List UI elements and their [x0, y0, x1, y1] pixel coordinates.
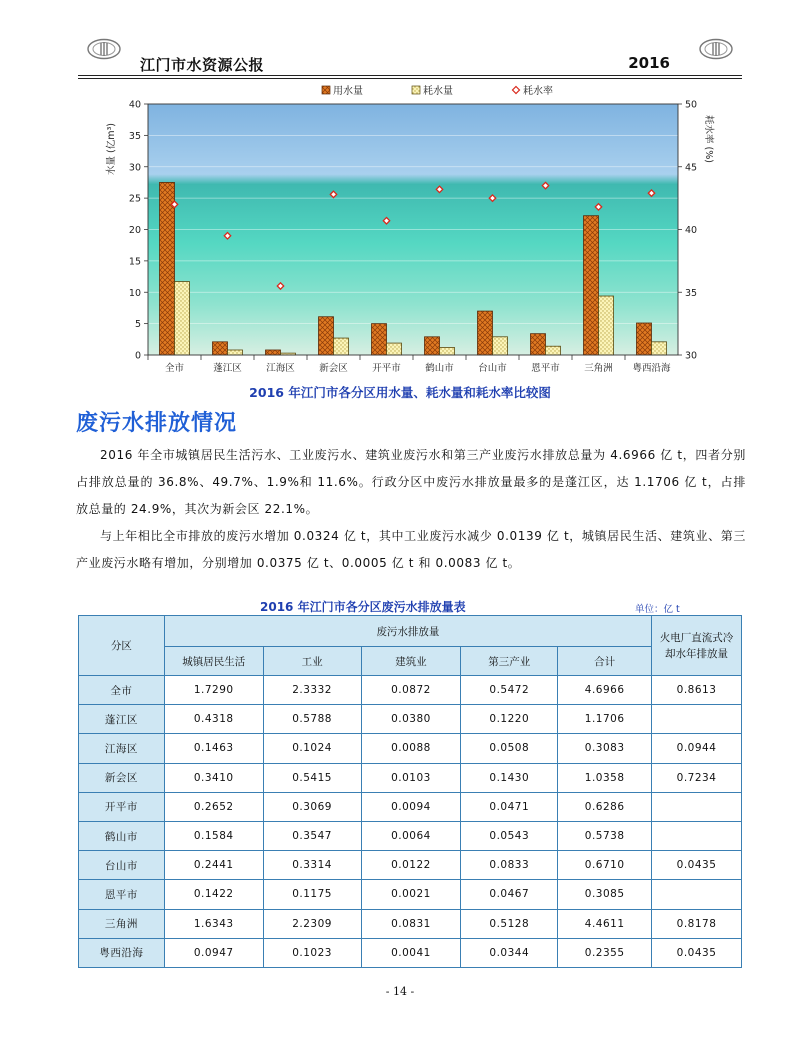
- value-cell: 0.3410: [164, 763, 263, 792]
- table-row: [79, 851, 742, 880]
- value-cell: 0.8178: [652, 909, 742, 938]
- value-cell: 0.0094: [361, 792, 461, 821]
- x-tick-label: 粤西沿海: [632, 363, 671, 374]
- table-row: [79, 676, 742, 705]
- chart-legend: [322, 84, 553, 97]
- header-rule: [78, 78, 742, 79]
- x-tick-label: 三角洲: [584, 363, 613, 374]
- wastewater-table: [78, 615, 742, 968]
- legend-swatch-consumption: [412, 86, 420, 94]
- value-cell: 1.7290: [164, 676, 263, 705]
- area-cell: 鹤山市: [79, 821, 165, 850]
- value-cell: 0.1422: [164, 880, 263, 909]
- y-tick-label: 0: [134, 350, 141, 362]
- area-cell: 开平市: [79, 792, 165, 821]
- value-cell: 0.1023: [263, 938, 361, 967]
- value-cell: 0.0088: [361, 734, 461, 763]
- table-title: 2016 年江门市各分区废污水排放量表: [260, 600, 466, 614]
- value-cell: 0.2355: [558, 938, 652, 967]
- header-col: 工业: [263, 647, 361, 676]
- value-cell: 0.4318: [164, 705, 263, 734]
- page-number: - 14 -: [385, 985, 415, 998]
- header-col: 城镇居民生活: [164, 647, 263, 676]
- value-cell: 0.0435: [652, 851, 742, 880]
- value-cell: 0.3069: [263, 792, 361, 821]
- bar-water-consumption: [334, 338, 349, 355]
- area-cell: 台山市: [79, 851, 165, 880]
- bar-water-use: [160, 182, 175, 355]
- header-col: 合计: [558, 647, 652, 676]
- legend-label: 用水量: [333, 86, 363, 97]
- bar-water-consumption: [493, 337, 508, 355]
- table-row: [79, 763, 742, 792]
- chart-canvas: [100, 80, 714, 380]
- y2-axis-title: 耗水率 (%): [703, 115, 714, 163]
- header-col: 第三产业: [461, 647, 558, 676]
- value-cell: 0.1175: [263, 880, 361, 909]
- bar-water-use: [372, 324, 387, 355]
- bar-water-use: [425, 337, 440, 355]
- value-cell: 0.5415: [263, 763, 361, 792]
- y2-tick-label: 30: [685, 350, 698, 362]
- x-tick-label: 台山市: [478, 363, 507, 374]
- paragraph-text: 与上年相比全市排放的废污水增加 0.0324 亿 t，其中工业废污水减少 0.0139 亿 t，城镇居民生活、建筑业、第三产业废污水略有增加，分别增加 0.0375 亿 t、0.0005 亿 t 和 0.0083 亿 t。: [76, 529, 746, 570]
- bar-water-use: [319, 317, 334, 355]
- y-tick-label: 10: [128, 287, 141, 299]
- value-cell: 0.0064: [361, 821, 461, 850]
- value-cell: 0.1430: [461, 763, 558, 792]
- value-cell: 0.0435: [652, 938, 742, 967]
- bar-water-use: [637, 323, 652, 355]
- bar-water-use: [531, 334, 546, 355]
- chart-title: 2016 年江门市各分区用水量、耗水量和耗水率比较图: [249, 385, 551, 400]
- value-cell: 0.0021: [361, 880, 461, 909]
- value-cell: [652, 821, 742, 850]
- legend-swatch-water-use: [322, 86, 330, 94]
- bar-water-consumption: [175, 282, 190, 355]
- y2-tick-label: 35: [685, 287, 698, 299]
- bar-water-consumption: [546, 346, 561, 355]
- y-tick-label: 20: [128, 225, 141, 236]
- y2-tick-label: 45: [685, 162, 698, 174]
- header-wastewater: 废污水排放量: [164, 616, 651, 647]
- value-cell: 0.0471: [461, 792, 558, 821]
- table-row: [79, 792, 742, 821]
- paragraph: [76, 442, 746, 523]
- table-unit: 单位：亿 t: [635, 604, 680, 615]
- area-cell: 蓬江区: [79, 705, 165, 734]
- value-cell: 0.1584: [164, 821, 263, 850]
- bar-water-consumption: [387, 343, 402, 355]
- paragraph-text: 2016 年全市城镇居民生活污水、工业废污水、建筑业废污水和第三产业废污水排放总量为 4.6966 亿 t，四者分别占排放总量的 36.8%、49.7%、1.9%和 11.6%。行政分区中废污水排放量最多的是蓬江区，达 1.1706 亿 t，占排放总量的 24.9%，其次为新会区 22.1%。: [76, 448, 746, 516]
- table-row: [79, 734, 742, 763]
- value-cell: 0.0831: [361, 909, 461, 938]
- value-cell: 0.1220: [461, 705, 558, 734]
- value-cell: 0.5738: [558, 821, 652, 850]
- x-tick-label: 江海区: [266, 363, 295, 374]
- bar-water-use: [478, 311, 493, 355]
- y-axis-title: 水量 (亿m³): [106, 123, 117, 175]
- y-tick-label: 40: [128, 99, 141, 111]
- area-cell: 三角洲: [79, 909, 165, 938]
- header-rule: [78, 75, 742, 76]
- area-cell: 新会区: [79, 763, 165, 792]
- value-cell: 1.6343: [164, 909, 263, 938]
- value-cell: 4.6966: [558, 676, 652, 705]
- value-cell: 0.7234: [652, 763, 742, 792]
- report-year: 2016: [628, 54, 670, 72]
- bar-water-consumption: [652, 342, 667, 355]
- x-tick-label: 鹤山市: [425, 363, 454, 374]
- value-cell: 0.5788: [263, 705, 361, 734]
- value-cell: [652, 880, 742, 909]
- value-cell: 0.0833: [461, 851, 558, 880]
- header-area: 分区: [79, 616, 165, 676]
- table-row: [79, 909, 742, 938]
- value-cell: 2.3332: [263, 676, 361, 705]
- y-tick-label: 30: [128, 162, 141, 174]
- water-use-chart: [100, 80, 714, 380]
- x-tick-label: 新会区: [319, 363, 348, 374]
- x-tick-label: 全市: [164, 363, 185, 374]
- value-cell: 0.6286: [558, 792, 652, 821]
- paragraph: [76, 523, 746, 577]
- value-cell: 0.8613: [652, 676, 742, 705]
- area-cell: 全市: [79, 676, 165, 705]
- value-cell: 1.1706: [558, 705, 652, 734]
- bar-water-use: [266, 350, 281, 355]
- water-logo-icon: [698, 38, 734, 60]
- y-tick-label: 5: [134, 319, 141, 331]
- x-tick-label: 蓬江区: [213, 363, 242, 374]
- y-tick-label: 25: [128, 193, 141, 205]
- legend-swatch-rate: [513, 87, 520, 94]
- value-cell: 0.1463: [164, 734, 263, 763]
- y2-tick-label: 50: [685, 99, 698, 111]
- value-cell: 0.5128: [461, 909, 558, 938]
- value-cell: [652, 705, 742, 734]
- value-cell: 0.2652: [164, 792, 263, 821]
- value-cell: 0.3085: [558, 880, 652, 909]
- bar-water-consumption: [599, 296, 614, 355]
- bar-water-use: [213, 342, 228, 355]
- value-cell: 0.0103: [361, 763, 461, 792]
- value-cell: 0.0508: [461, 734, 558, 763]
- legend-label: 耗水量: [423, 86, 453, 97]
- table-row: [79, 821, 742, 850]
- value-cell: 0.0344: [461, 938, 558, 967]
- area-cell: 粤西沿海: [79, 938, 165, 967]
- page-header: [78, 38, 742, 76]
- value-cell: 0.0467: [461, 880, 558, 909]
- area-cell: 江海区: [79, 734, 165, 763]
- value-cell: 0.3547: [263, 821, 361, 850]
- bar-water-consumption: [228, 350, 243, 355]
- value-cell: 0.0122: [361, 851, 461, 880]
- value-cell: 0.0872: [361, 676, 461, 705]
- value-cell: 0.0944: [652, 734, 742, 763]
- value-cell: [652, 792, 742, 821]
- table-row: [79, 938, 742, 967]
- value-cell: 0.0947: [164, 938, 263, 967]
- value-cell: 1.0358: [558, 763, 652, 792]
- value-cell: 0.0380: [361, 705, 461, 734]
- y-tick-label: 35: [128, 130, 141, 142]
- header-col: 建筑业: [361, 647, 461, 676]
- value-cell: 4.4611: [558, 909, 652, 938]
- section-title: 废污水排放情况: [76, 411, 238, 436]
- value-cell: 0.3083: [558, 734, 652, 763]
- y-tick-label: 15: [128, 256, 141, 268]
- value-cell: 0.0041: [361, 938, 461, 967]
- legend-label: 耗水率: [523, 86, 553, 97]
- value-cell: 0.5472: [461, 676, 558, 705]
- table-row: [79, 705, 742, 734]
- value-cell: 0.6710: [558, 851, 652, 880]
- value-cell: 0.3314: [263, 851, 361, 880]
- y2-tick-label: 40: [685, 225, 698, 236]
- bar-water-consumption: [440, 347, 455, 355]
- x-tick-label: 恩平市: [531, 363, 560, 374]
- water-logo-icon: [86, 38, 122, 60]
- value-cell: 0.0543: [461, 821, 558, 850]
- report-title: 江门市水资源公报: [140, 56, 265, 74]
- value-cell: 2.2309: [263, 909, 361, 938]
- bar-water-use: [584, 216, 599, 355]
- table-row: [79, 880, 742, 909]
- header-power-plant: 火电厂直流式冷却水年排放量: [652, 616, 742, 676]
- value-cell: 0.1024: [263, 734, 361, 763]
- x-tick-label: 开平市: [372, 363, 401, 374]
- area-cell: 恩平市: [79, 880, 165, 909]
- value-cell: 0.2441: [164, 851, 263, 880]
